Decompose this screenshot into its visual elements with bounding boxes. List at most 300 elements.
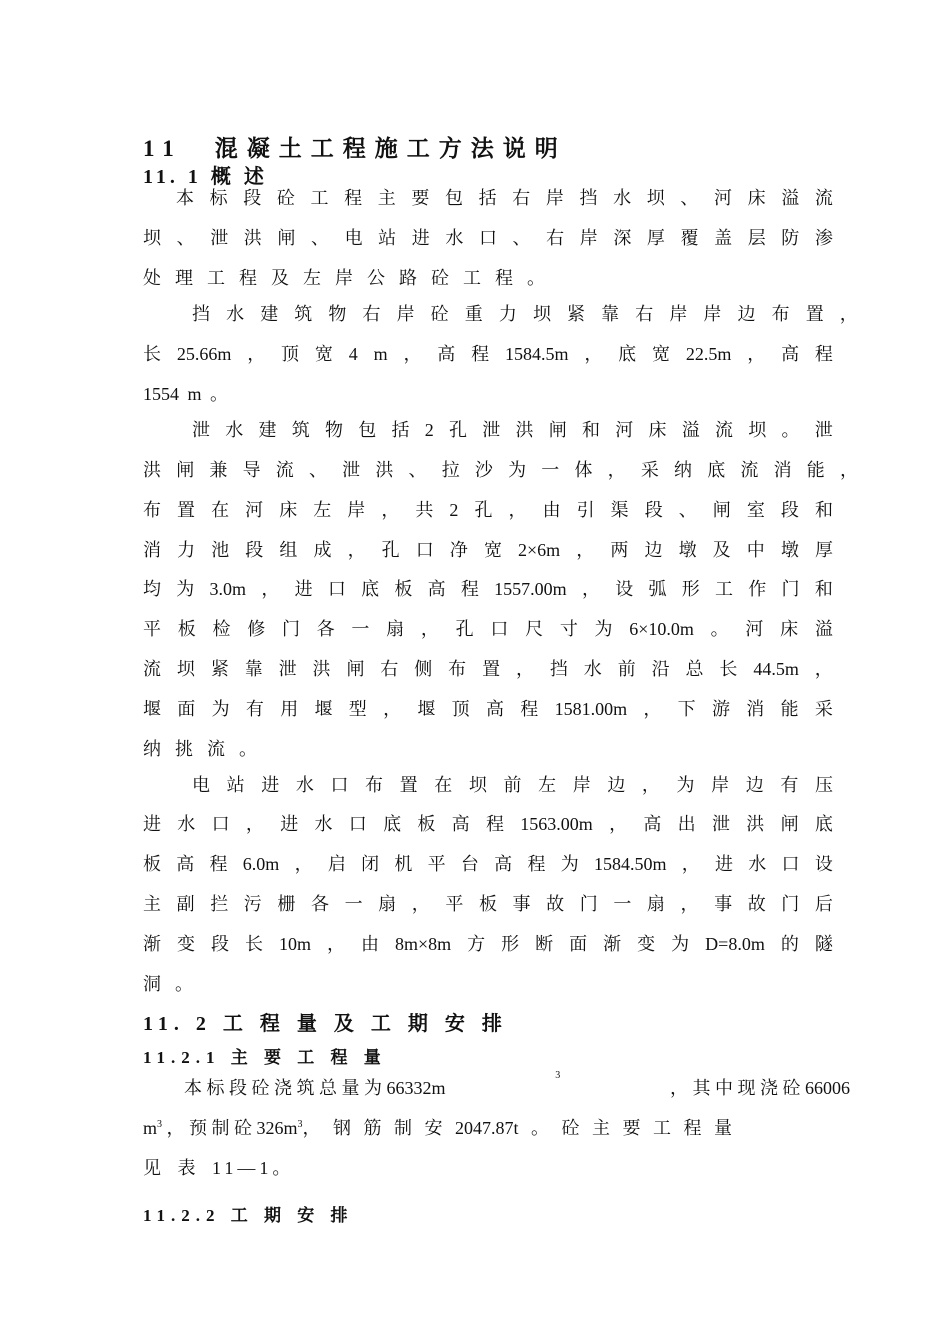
text-token: ， bbox=[584, 344, 603, 364]
text-token: 22.5m bbox=[685, 344, 732, 364]
text-token: 孔 bbox=[455, 619, 474, 639]
text-token: 机 bbox=[394, 854, 413, 874]
text-token: 闸 bbox=[277, 228, 296, 248]
text-token: 河 bbox=[615, 420, 634, 440]
text-token: 挡 bbox=[579, 188, 598, 208]
text-token: 44.5m bbox=[753, 659, 799, 679]
text-token: 底 bbox=[383, 814, 402, 834]
para5-unit: m bbox=[143, 1118, 158, 1138]
text-token: 闸 bbox=[548, 420, 567, 440]
text-token: 右 bbox=[635, 304, 654, 324]
text-token: 深 bbox=[613, 228, 632, 248]
text-token: 和 bbox=[582, 420, 600, 440]
text-token: 故 bbox=[546, 894, 565, 914]
text-token: 有 bbox=[245, 699, 264, 719]
text-token: 一 bbox=[541, 460, 560, 480]
text-token: 长 bbox=[245, 934, 263, 954]
text-token: 泄 bbox=[814, 420, 833, 440]
text-token: 布 bbox=[365, 775, 384, 795]
text-token: 口 bbox=[415, 540, 434, 560]
text-token: 紧 bbox=[567, 304, 586, 324]
text-token: 段 bbox=[780, 500, 799, 520]
text-token: 平 bbox=[143, 619, 161, 639]
text-token: 岸 bbox=[545, 188, 564, 208]
text-token: 站 bbox=[226, 775, 245, 795]
text-token: 池 bbox=[211, 540, 230, 560]
text-token: 门 bbox=[579, 894, 598, 914]
text-token: ， bbox=[261, 579, 280, 599]
text-token: 溢 bbox=[814, 619, 833, 639]
text-token: 下 bbox=[677, 699, 696, 719]
text-token: 口 bbox=[478, 228, 497, 248]
text-token: 为 bbox=[176, 579, 195, 599]
para5-text-b: ， 其 中 现 浇 砼 66006 bbox=[670, 1078, 850, 1098]
text-token: 洪 bbox=[312, 659, 331, 679]
text-token: 段 bbox=[243, 188, 262, 208]
text-token: 修 bbox=[247, 619, 266, 639]
text-token: 口 bbox=[330, 775, 349, 795]
text-token: 、 bbox=[408, 460, 427, 480]
text-token: 置 bbox=[482, 659, 501, 679]
text-token: 1584.50m bbox=[593, 854, 667, 874]
text-token: 流 bbox=[275, 460, 294, 480]
text-token: 进 bbox=[280, 814, 299, 834]
para2-line1 bbox=[192, 302, 858, 326]
text-token: 前 bbox=[503, 775, 522, 795]
text-token: 水 bbox=[177, 814, 196, 834]
text-token: 覆 bbox=[680, 228, 699, 248]
text-token: 流 bbox=[715, 420, 733, 440]
text-token: 高 bbox=[437, 344, 456, 364]
text-token: 和 bbox=[814, 500, 833, 520]
text-token: 防 bbox=[781, 228, 800, 248]
text-token: 门 bbox=[781, 579, 800, 599]
text-token: 设 bbox=[814, 854, 833, 874]
text-token: 在 bbox=[211, 500, 230, 520]
text-token: 孔 bbox=[449, 420, 467, 440]
text-token: 平 bbox=[445, 894, 464, 914]
text-token: 口 bbox=[348, 814, 367, 834]
text-token: 一 bbox=[351, 619, 370, 639]
text-token: 程 bbox=[520, 699, 539, 719]
text-token: 、 bbox=[176, 228, 195, 248]
text-token: 寸 bbox=[559, 619, 578, 639]
text-token: D=8.0m bbox=[705, 934, 765, 954]
text-token: 程 bbox=[471, 344, 490, 364]
text-token: 宽 bbox=[483, 540, 502, 560]
text-token: 1581.00m bbox=[554, 699, 628, 719]
text-token: 洪 bbox=[243, 228, 262, 248]
text-token: 工 bbox=[310, 188, 329, 208]
text-token: 水 bbox=[613, 188, 632, 208]
text-token: 物 bbox=[328, 304, 347, 324]
text-token: 纳 bbox=[674, 460, 692, 480]
text-token: 为 bbox=[594, 619, 613, 639]
text-token: 要 bbox=[411, 188, 430, 208]
text-token: 口 bbox=[490, 619, 509, 639]
para1-line1 bbox=[176, 186, 833, 210]
text-token: 口 bbox=[327, 579, 346, 599]
text-token: m bbox=[373, 344, 388, 364]
heading-11-2-1: 11.2.1 主 要 工 程 量 bbox=[143, 1048, 387, 1067]
text-token: 消 bbox=[746, 699, 765, 719]
text-token: 底 bbox=[814, 814, 833, 834]
text-token: 成 bbox=[313, 540, 332, 560]
section-title: 11 混凝土工程施工方法说明 bbox=[143, 136, 567, 161]
text-token: 主 bbox=[377, 188, 396, 208]
para4-line4 bbox=[143, 892, 833, 916]
para1-line2 bbox=[143, 226, 833, 250]
superscript: 3 bbox=[297, 1119, 303, 1130]
text-token: 扇 bbox=[378, 894, 397, 914]
text-token: 均 bbox=[143, 579, 161, 599]
text-token: 顶 bbox=[281, 344, 300, 364]
text-token: 板 bbox=[394, 579, 413, 599]
text-token: 门 bbox=[781, 894, 800, 914]
text-token: 布 bbox=[448, 659, 467, 679]
text-token: 压 bbox=[814, 775, 833, 795]
text-token: ， bbox=[839, 460, 858, 480]
para1-line3: 处理工程及左岸公路砼工程。 bbox=[143, 268, 559, 288]
text-token: 水 bbox=[583, 659, 602, 679]
text-token: 门 bbox=[281, 619, 300, 639]
text-token: 坝 bbox=[468, 775, 487, 795]
text-token: 程 bbox=[209, 854, 228, 874]
text-token: 形 bbox=[501, 934, 520, 954]
text-token: 前 bbox=[617, 659, 636, 679]
text-token: 有 bbox=[780, 775, 799, 795]
text-token: 墩 bbox=[678, 540, 697, 560]
text-token: 孔 bbox=[381, 540, 400, 560]
text-token: 底 bbox=[618, 344, 637, 364]
text-token: 隧 bbox=[814, 934, 833, 954]
text-token: 方 bbox=[467, 934, 486, 954]
para3-line2 bbox=[143, 458, 858, 482]
text-token: 高 bbox=[781, 344, 800, 364]
text-token: 洪 bbox=[375, 460, 394, 480]
text-token: 床 bbox=[279, 500, 298, 520]
text-token: 砼 bbox=[430, 304, 449, 324]
text-token: 、 bbox=[308, 460, 327, 480]
text-token: 10m bbox=[279, 934, 312, 954]
text-token: 盖 bbox=[714, 228, 733, 248]
text-token: 包 bbox=[445, 188, 463, 208]
text-token: 岸 bbox=[396, 304, 415, 324]
text-token: ， bbox=[327, 934, 346, 954]
text-token: 台 bbox=[460, 854, 479, 874]
text-token: 右 bbox=[362, 304, 381, 324]
text-token: 口 bbox=[781, 854, 800, 874]
text-token: 体 bbox=[574, 460, 593, 480]
text-token: 流 bbox=[143, 659, 161, 679]
para4-line6: 洞。 bbox=[143, 974, 207, 994]
para5-text-c: ， 预 制 砼 326m bbox=[162, 1118, 298, 1138]
text-token: 为 bbox=[676, 775, 695, 795]
para4-line3 bbox=[143, 852, 833, 876]
text-token: 的 bbox=[780, 934, 799, 954]
text-token: ， bbox=[747, 344, 766, 364]
text-token: 。 bbox=[781, 420, 800, 440]
text-token: 流 bbox=[814, 188, 833, 208]
text-token: 总 bbox=[685, 659, 704, 679]
text-token: 堰 bbox=[314, 699, 333, 719]
text-token: 事 bbox=[714, 894, 733, 914]
para2-line2 bbox=[143, 342, 833, 366]
text-token: 边 bbox=[607, 775, 626, 795]
text-token: 2×6m bbox=[518, 540, 561, 560]
text-token: 面 bbox=[569, 934, 588, 954]
text-token: 25.66m bbox=[176, 344, 232, 364]
text-token: ， bbox=[420, 619, 439, 639]
text-token: 流 bbox=[740, 460, 759, 480]
para3-line4 bbox=[143, 538, 833, 562]
text-token: 括 bbox=[478, 188, 497, 208]
text-token: 建 bbox=[260, 304, 279, 324]
text-token: 置 bbox=[805, 304, 824, 324]
para5-text-a: 本 标 段 砼 浇 筑 总 量 为 66332m bbox=[184, 1078, 446, 1098]
text-token: 紧 bbox=[210, 659, 229, 679]
text-token: ， bbox=[411, 894, 430, 914]
text-token: 变 bbox=[637, 934, 656, 954]
text-token: 宽 bbox=[314, 344, 333, 364]
text-token: 坝 bbox=[143, 228, 161, 248]
text-token: ， bbox=[347, 540, 366, 560]
text-token: 床 bbox=[747, 188, 766, 208]
text-token: ， bbox=[245, 814, 264, 834]
text-token: 泄 bbox=[278, 659, 297, 679]
text-token: 各 bbox=[316, 619, 335, 639]
text-token: 一 bbox=[344, 894, 363, 914]
text-token: 栅 bbox=[277, 894, 296, 914]
text-token: 洪 bbox=[143, 460, 161, 480]
text-token: 渠 bbox=[610, 500, 629, 520]
text-token: 段 bbox=[211, 934, 229, 954]
text-token: ， bbox=[247, 344, 266, 364]
text-token: 工 bbox=[715, 579, 734, 599]
text-token: 岸 bbox=[579, 228, 598, 248]
para4-line1 bbox=[192, 773, 833, 797]
text-token: 能 bbox=[806, 460, 825, 480]
text-token: 为 bbox=[560, 854, 579, 874]
text-token: 边 bbox=[737, 304, 756, 324]
text-token: ， bbox=[680, 894, 699, 914]
text-token: 变 bbox=[177, 934, 195, 954]
text-token: 本 bbox=[176, 188, 194, 208]
text-token: 岸 bbox=[669, 304, 688, 324]
text-token: 中 bbox=[746, 540, 765, 560]
text-token: 主 bbox=[143, 894, 161, 914]
heading-11-2-2: 11.2.2 工 期 安 排 bbox=[143, 1206, 354, 1225]
text-token: 挡 bbox=[549, 659, 568, 679]
para3-line3 bbox=[143, 498, 833, 522]
text-token: 拦 bbox=[210, 894, 229, 914]
text-token: 物 bbox=[325, 420, 343, 440]
text-token: 厚 bbox=[646, 228, 665, 248]
text-token: 进 bbox=[715, 854, 734, 874]
text-token: 力 bbox=[498, 304, 517, 324]
text-token: 为 bbox=[508, 460, 527, 480]
text-token: 引 bbox=[576, 500, 595, 520]
text-token: 进 bbox=[411, 228, 430, 248]
para4-line5 bbox=[143, 932, 833, 956]
text-token: 尺 bbox=[525, 619, 544, 639]
text-token: 扇 bbox=[646, 894, 665, 914]
text-token: 出 bbox=[677, 814, 696, 834]
text-token: 事 bbox=[512, 894, 531, 914]
text-token: 断 bbox=[535, 934, 554, 954]
text-token: 由 bbox=[361, 934, 380, 954]
text-token: 标 bbox=[209, 188, 228, 208]
text-token: 扇 bbox=[386, 619, 405, 639]
text-token: 、 bbox=[680, 188, 699, 208]
text-token: 电 bbox=[344, 228, 363, 248]
text-token: 水 bbox=[445, 228, 464, 248]
para3-line5 bbox=[143, 577, 833, 601]
text-token: 边 bbox=[644, 540, 663, 560]
text-token: 平 bbox=[427, 854, 446, 874]
text-token: 8m×8m bbox=[395, 934, 452, 954]
text-token: 两 bbox=[610, 540, 629, 560]
text-token: 程 bbox=[460, 579, 479, 599]
text-token: 包 bbox=[358, 420, 377, 440]
text-token: 故 bbox=[747, 894, 766, 914]
text-token: 床 bbox=[780, 619, 799, 639]
text-token: 底 bbox=[707, 460, 726, 480]
text-token: 宽 bbox=[652, 344, 671, 364]
text-token: 板 bbox=[143, 854, 161, 874]
text-token: 进 bbox=[261, 775, 280, 795]
text-token: 厚 bbox=[814, 540, 833, 560]
text-token: 括 bbox=[391, 420, 410, 440]
text-token: 共 bbox=[415, 500, 434, 520]
text-token: 岸 bbox=[711, 775, 730, 795]
text-token: 为 bbox=[211, 699, 230, 719]
text-token: 力 bbox=[177, 540, 196, 560]
text-token: 游 bbox=[711, 699, 730, 719]
text-token: 泄 bbox=[192, 420, 210, 440]
text-token: 形 bbox=[681, 579, 700, 599]
text-token: 用 bbox=[280, 699, 299, 719]
text-token: 布 bbox=[143, 500, 161, 520]
para5-line3: 见 表 11—1。 bbox=[143, 1158, 295, 1178]
para4-line2 bbox=[143, 812, 833, 836]
text-token: ， bbox=[609, 814, 628, 834]
text-token: 高 bbox=[427, 579, 446, 599]
text-token: 检 bbox=[212, 619, 231, 639]
text-token: 采 bbox=[640, 460, 659, 480]
text-token: 后 bbox=[814, 894, 833, 914]
text-token: 闸 bbox=[176, 460, 195, 480]
text-token: 泄 bbox=[210, 228, 229, 248]
para3-line9: 纳挑流。 bbox=[143, 739, 271, 759]
text-token: 启 bbox=[327, 854, 346, 874]
text-token: 左 bbox=[538, 775, 557, 795]
text-token: 为 bbox=[671, 934, 690, 954]
text-token: 溢 bbox=[781, 188, 800, 208]
text-token: 坝 bbox=[532, 304, 551, 324]
text-token: 堰 bbox=[417, 699, 436, 719]
para5-line2 bbox=[143, 1116, 833, 1140]
text-token: 和 bbox=[814, 579, 833, 599]
superscript: 3 bbox=[157, 1119, 163, 1130]
text-token: 板 bbox=[177, 619, 196, 639]
text-token: 采 bbox=[814, 699, 833, 719]
text-token: ， bbox=[581, 579, 600, 599]
text-token: 高 bbox=[485, 699, 504, 719]
text-token: 设 bbox=[615, 579, 634, 599]
text-token: ， bbox=[403, 344, 422, 364]
para3-line1 bbox=[192, 418, 833, 442]
text-token: 室 bbox=[746, 500, 765, 520]
text-token: 顶 bbox=[451, 699, 470, 719]
text-token: 污 bbox=[243, 894, 262, 914]
text-token: 水 bbox=[226, 304, 245, 324]
text-token: 洪 bbox=[746, 814, 765, 834]
text-token: 渗 bbox=[814, 228, 833, 248]
text-token: 建 bbox=[258, 420, 277, 440]
text-token: 闸 bbox=[780, 814, 799, 834]
text-token: 2 bbox=[424, 420, 434, 440]
text-token: 床 bbox=[648, 420, 667, 440]
text-token: 高 bbox=[176, 854, 195, 874]
text-token: 。 bbox=[710, 619, 729, 639]
text-token: 副 bbox=[176, 894, 195, 914]
text-token: 筑 bbox=[294, 304, 313, 324]
text-token: 弧 bbox=[648, 579, 667, 599]
text-token: 坝 bbox=[748, 420, 767, 440]
text-token: 砼 bbox=[276, 188, 295, 208]
text-token: 闸 bbox=[712, 500, 731, 520]
text-token: 筑 bbox=[291, 420, 310, 440]
text-token: 及 bbox=[712, 540, 731, 560]
text-token: ， bbox=[508, 500, 527, 520]
text-token: 闭 bbox=[361, 854, 380, 874]
text-token: 右 bbox=[546, 228, 565, 248]
text-token: 布 bbox=[771, 304, 790, 324]
text-token: 置 bbox=[177, 500, 196, 520]
text-token: 板 bbox=[478, 894, 497, 914]
text-token: ， bbox=[515, 659, 534, 679]
text-token: 河 bbox=[245, 500, 264, 520]
text-token: 河 bbox=[745, 619, 764, 639]
text-token: ， bbox=[294, 854, 313, 874]
text-token: 堰 bbox=[143, 699, 161, 719]
text-token: 左 bbox=[313, 500, 332, 520]
text-token: 3.0m bbox=[209, 579, 247, 599]
para3-line7 bbox=[143, 657, 833, 681]
text-token: 置 bbox=[399, 775, 418, 795]
text-token: 、 bbox=[512, 228, 531, 248]
text-token: 段 bbox=[245, 540, 264, 560]
text-token: 渐 bbox=[143, 934, 161, 954]
text-token: 高 bbox=[494, 854, 513, 874]
text-token: 坝 bbox=[176, 659, 195, 679]
text-token: 层 bbox=[747, 228, 766, 248]
text-token: 程 bbox=[485, 814, 504, 834]
text-token: 、 bbox=[310, 228, 329, 248]
text-token: 岸 bbox=[703, 304, 722, 324]
text-token: 沙 bbox=[474, 460, 493, 480]
text-token: 各 bbox=[310, 894, 329, 914]
text-token: 长 bbox=[143, 344, 161, 364]
text-token: 侧 bbox=[414, 659, 433, 679]
text-token: 兼 bbox=[209, 460, 228, 480]
text-token: ， bbox=[643, 699, 662, 719]
para2-line3: 1554 m 。 bbox=[143, 384, 229, 404]
text-token: 口 bbox=[211, 814, 230, 834]
text-token: 作 bbox=[748, 579, 767, 599]
text-token: 泄 bbox=[482, 420, 501, 440]
